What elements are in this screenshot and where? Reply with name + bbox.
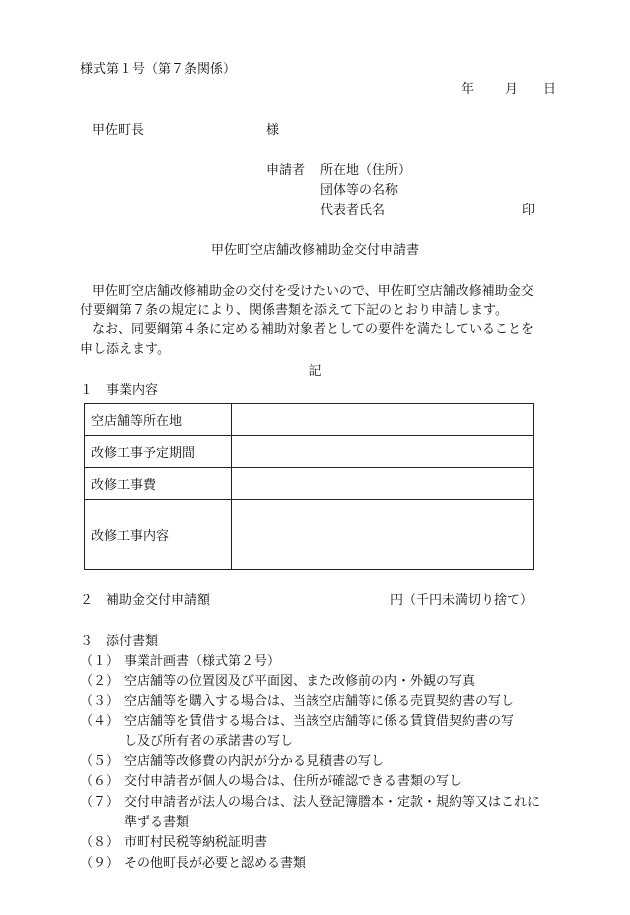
body-p2-line1: なお、同要綱第４条に定める補助対象者としての要件を満たしていることを [92,322,535,337]
row-label: 改修工事内容 [85,500,232,570]
addressee-honorific: 様 [266,123,280,138]
table-row [85,404,534,436]
applicant-label: 申請者 [266,163,306,178]
list-item [80,754,384,770]
applicant-org-label: 団体等の名称 [320,183,399,198]
item-number: （３） [80,694,120,709]
item-text: 事業計画書（様式第２号） [124,654,281,669]
list-item [80,694,514,710]
item-continuation: 準ずる書類 [124,815,190,830]
body-p2-line2: 申し添えます。 [80,342,170,357]
applicant-address-label: 所在地（住所） [320,163,412,178]
ki-mark: 記 [308,364,322,379]
row-value[interactable] [232,436,534,468]
section2-heading: ２ 補助金交付申請額 [80,593,211,608]
list-item [80,835,267,851]
form-id: 様式第１号（第７条関係） [80,62,237,77]
row-value[interactable] [232,500,534,570]
applicant-rep-label: 代表者氏名 [320,203,386,218]
item-text: その他町長が必要と認める書類 [124,856,307,871]
table-row [85,468,534,500]
item-text: 空店舗等を賃借する場合は、当該空店舗等に係る賃貸借契約書の写 [124,714,515,729]
list-item [80,654,280,670]
row-value[interactable] [232,404,534,436]
list-item [80,774,462,790]
item-text: 市町村民税等納税証明書 [124,835,268,850]
row-label: 改修工事費 [85,468,232,500]
item-continuation: し及び所有者の承諾書の写し [124,734,294,749]
item-text: 空店舗等の位置図及び平面図、また改修前の内・外観の写真 [124,674,476,689]
item-text: 空店舗等改修費の内訳が分かる見積書の写し [124,754,385,769]
body-p1-line2: 付要綱第７条の規定により、関係書類を添えて下記のとおり申請します。 [80,303,508,318]
row-label: 改修工事予定期間 [85,436,232,468]
list-item [80,856,306,872]
section1-heading: １ 事業内容 [80,383,159,398]
business-content-table [84,403,534,570]
row-value[interactable] [232,468,534,500]
item-number: （８） [80,835,120,850]
item-number: （６） [80,774,120,789]
item-number: （７） [80,795,120,810]
table-row [85,500,534,570]
section3-heading: ３ 添付書類 [80,634,159,649]
section2-unit: 円（千円未満切り捨て） [390,593,534,608]
item-number: （５） [80,754,120,769]
item-number: （２） [80,674,120,689]
row-label: 空店舗等所在地 [85,404,232,436]
list-item [80,674,475,690]
document-title: 甲佐町空店舗改修補助金交付申請書 [210,243,419,258]
item-number: （１） [80,654,120,669]
item-text: 交付申請者が個人の場合は、住所が確認できる書類の写し [124,774,463,789]
item-number: （９） [80,856,120,871]
table-row [85,436,534,468]
item-text: 交付申請者が法人の場合は、法人登記簿謄本・定款・規約等又はこれに [124,795,541,810]
item-number: （４） [80,714,120,729]
item-text: 空店舗等を購入する場合は、当該空店舗等に係る売買契約書の写し [124,694,515,709]
body-p1-line1: 甲佐町空店舗改修補助金の交付を受けたいので、甲佐町空店舗改修補助金交 [92,284,534,299]
list-item [80,795,540,811]
date-year: 年 [461,82,475,97]
date-month: 月 [505,82,519,97]
date-day: 日 [543,82,557,97]
addressee-name: 甲佐町長 [92,123,145,138]
seal-mark: 印 [522,203,536,218]
list-item [80,714,514,730]
